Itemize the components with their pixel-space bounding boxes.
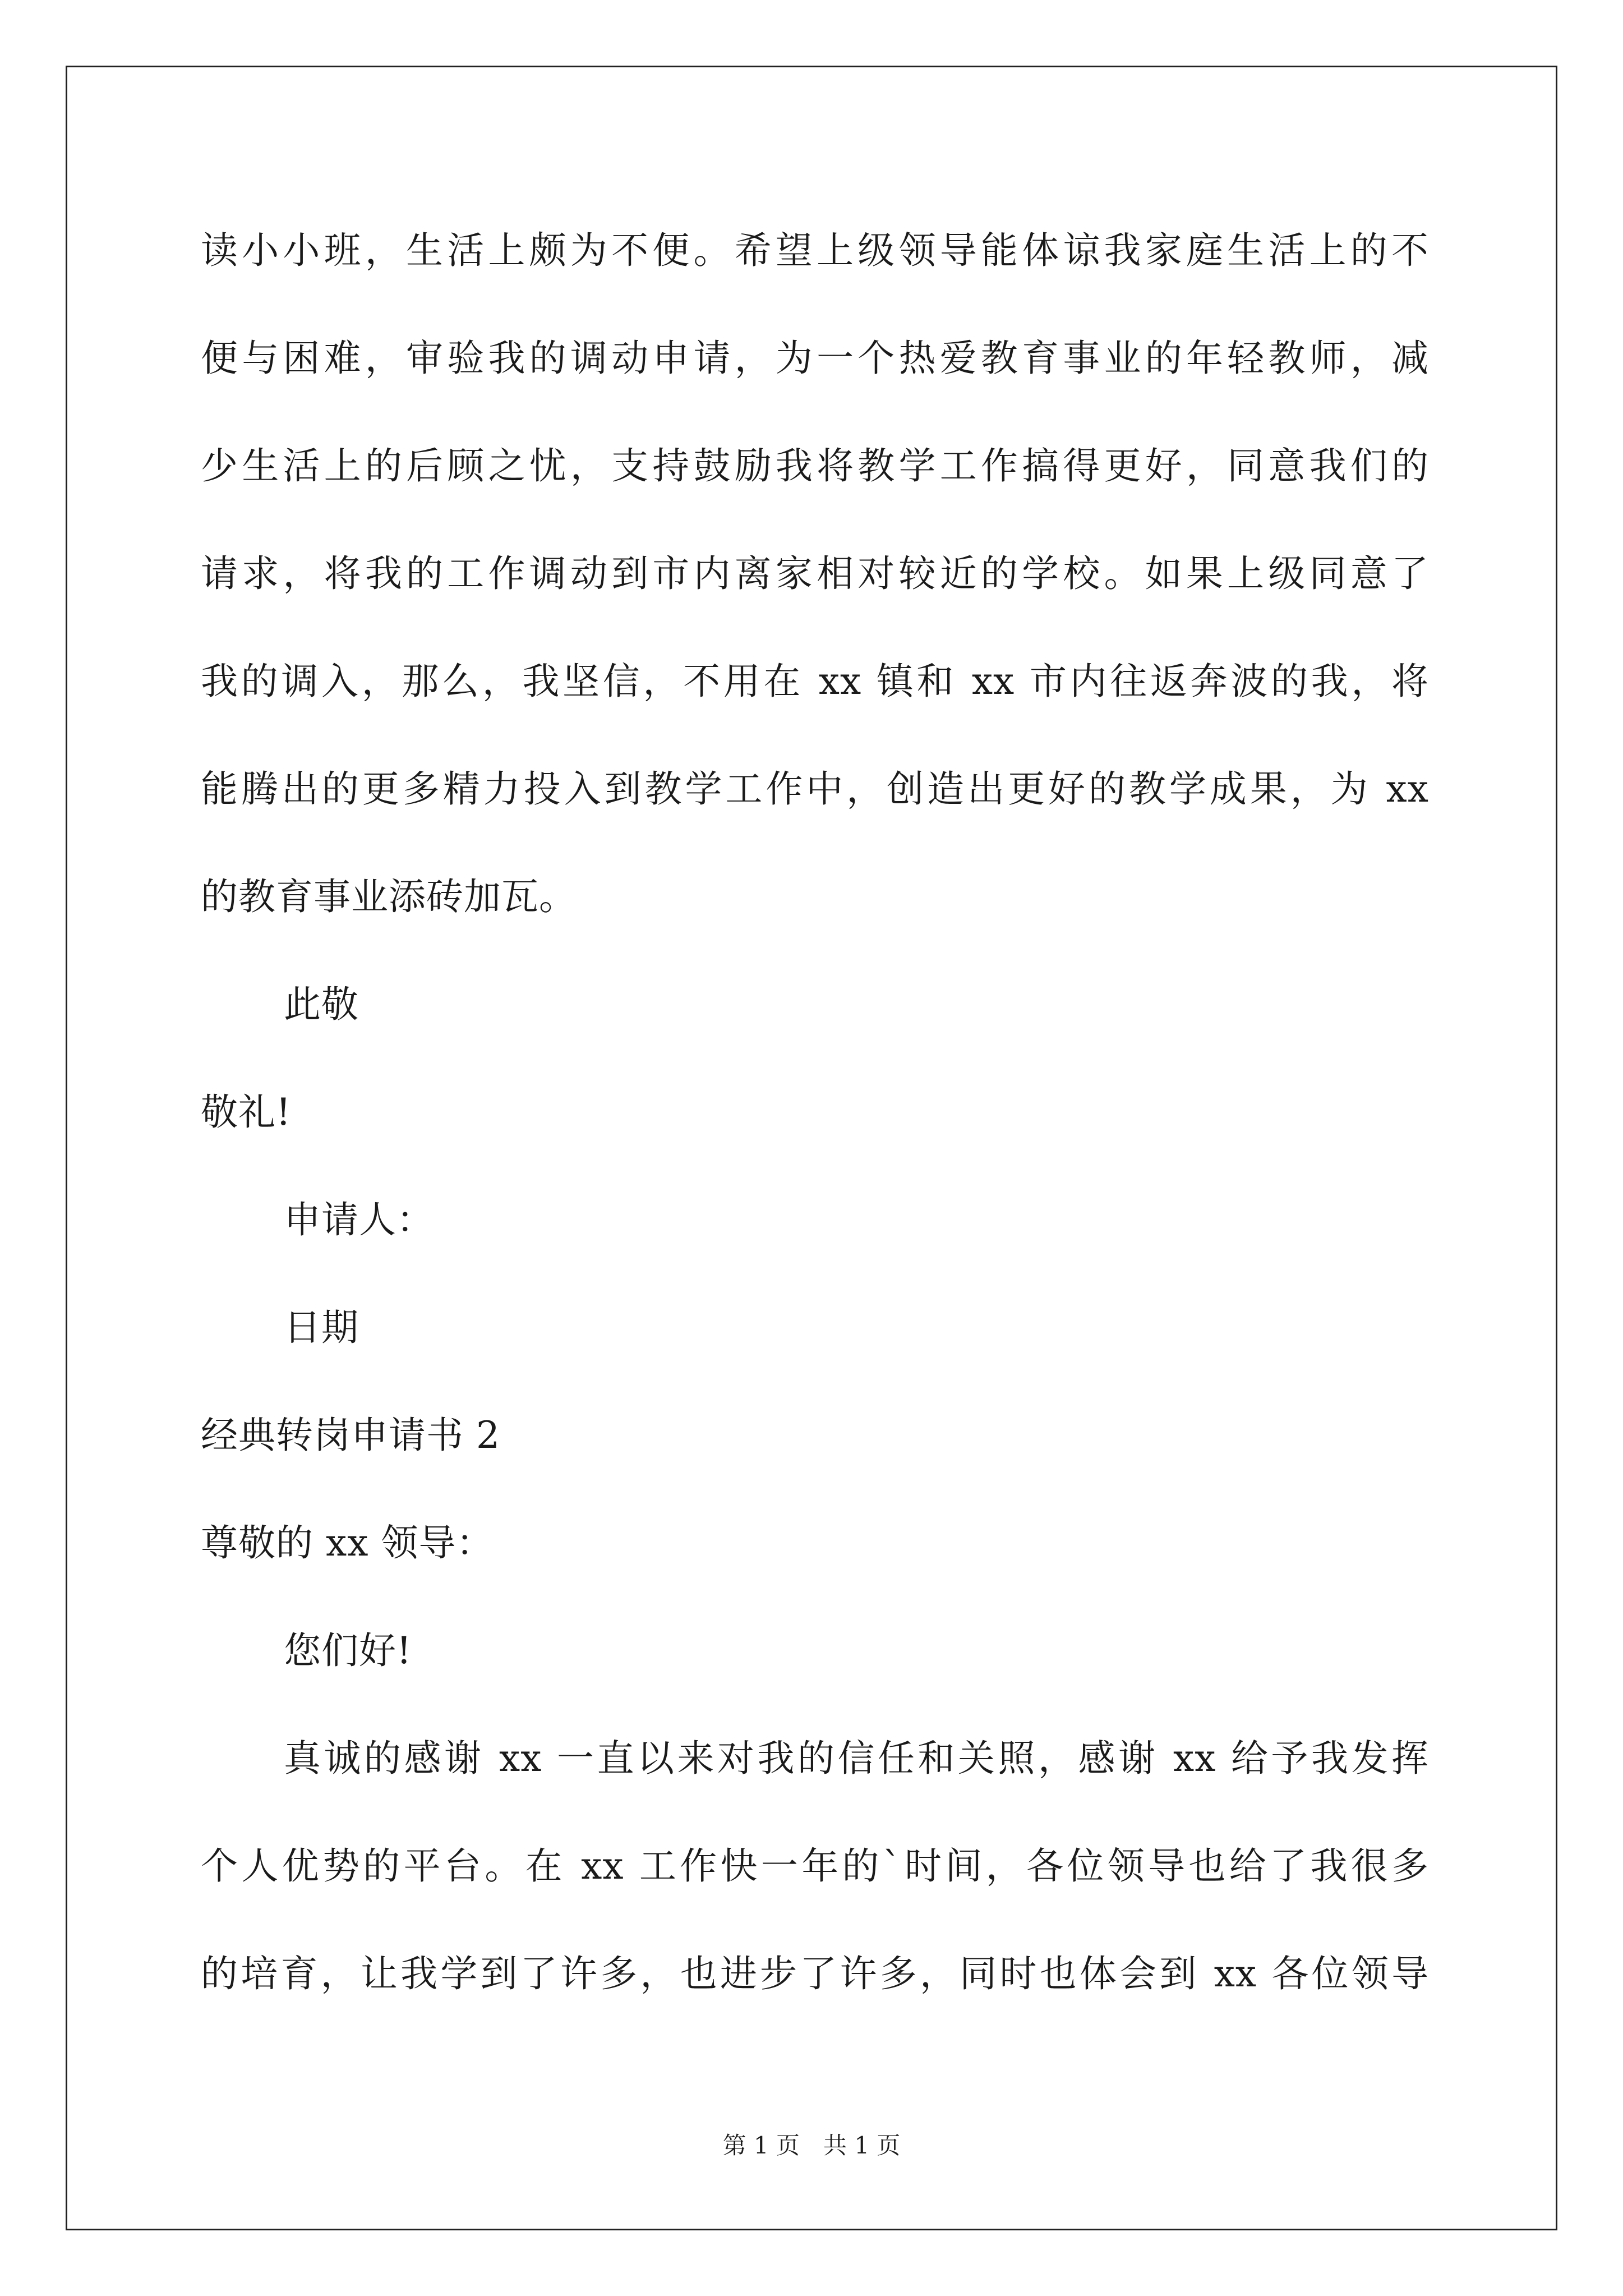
- salutation-line: 此敬: [284, 983, 359, 1026]
- paragraph-line: 能腾出的更多精力投入到教学工作中，创造出更好的教学成果，为 xx: [201, 767, 1429, 811]
- date-line: 日期: [284, 1306, 359, 1349]
- paragraph-line: 的教育事业添砖加瓦。: [201, 875, 577, 918]
- paragraph-line: 读小小班，生活上颇为不便。希望上级领导能体谅我家庭生活上的不: [201, 229, 1429, 272]
- applicant-line: 申请人：: [284, 1198, 434, 1241]
- section-heading: 经典转岗申请书 2: [201, 1414, 500, 1457]
- paragraph-line: 请求，将我的工作调动到市内离家相对较近的学校。如果上级同意了: [201, 552, 1429, 595]
- salutation-line: 敬礼!: [201, 1091, 292, 1134]
- paragraph-line: 真诚的感谢 xx 一直以来对我的信任和关照，感谢 xx 给予我发挥: [284, 1737, 1429, 1780]
- recipient-line: 尊敬的 xx 领导：: [201, 1521, 494, 1565]
- paragraph-line: 的培育，让我学到了许多，也进步了许多，同时也体会到 xx 各位领导: [201, 1952, 1429, 1995]
- paragraph-line: 个人优势的平台。在 xx 工作快一年的`时间，各位领导也给了我很多: [201, 1844, 1429, 1888]
- greeting-line: 您们好!: [284, 1629, 412, 1672]
- paragraph-line: 我的调入，那么，我坚信，不用在 xx 镇和 xx 市内往返奔波的我，将: [201, 660, 1429, 703]
- page-footer: 第 1 页 共 1 页: [722, 2132, 901, 2159]
- paragraph-line: 少生活上的后顾之忧，支持鼓励我将教学工作搞得更好，同意我们的: [201, 444, 1429, 487]
- page-border: [66, 66, 1557, 2230]
- paragraph-line: 便与困难，审验我的调动申请，为一个热爱教育事业的年轻教师，减: [201, 337, 1429, 380]
